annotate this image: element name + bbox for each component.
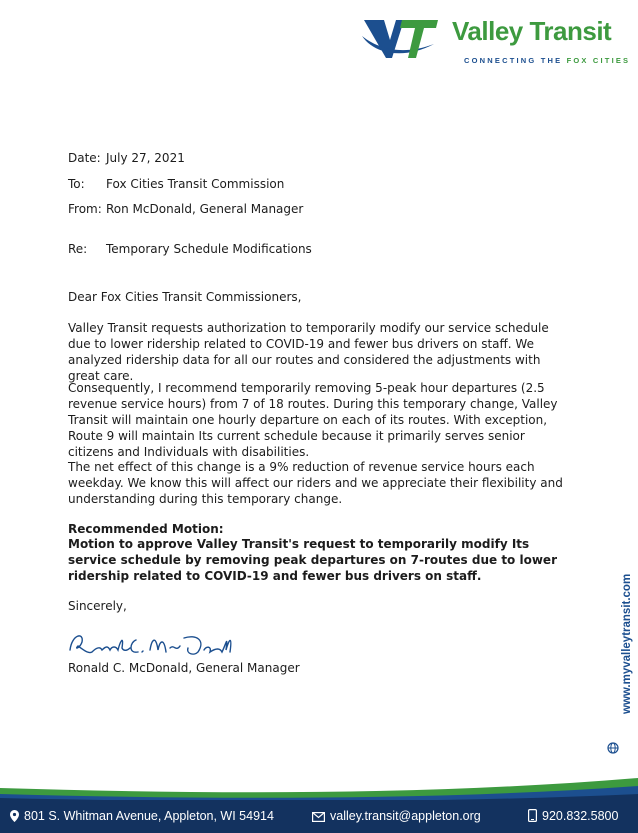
- signatory: Ronald C. McDonald, General Manager: [68, 661, 300, 675]
- footer-email-text[interactable]: valley.transit@appleton.org: [330, 809, 481, 823]
- memo-to-row: [68, 176, 284, 192]
- memo-from-row: [68, 201, 303, 217]
- footer-address: [10, 809, 274, 823]
- memo-to-value: Fox Cities Transit Commission: [106, 177, 285, 191]
- map-pin-icon: [10, 810, 19, 822]
- memo-date-row: [68, 150, 185, 166]
- memo-from-label: From:: [68, 202, 102, 216]
- memo-re-row: [68, 241, 312, 257]
- footer-email[interactable]: [312, 809, 481, 823]
- memo-from-value: Ron McDonald, General Manager: [106, 202, 304, 216]
- footer-phone-text: 920.832.5800: [542, 809, 619, 823]
- footer-phone: [528, 809, 618, 823]
- tagline-highlight: FOX CITIES: [566, 56, 631, 65]
- brand-name: Valley Transit: [452, 16, 612, 46]
- brand-tagline: [464, 56, 630, 65]
- motion-text: Motion to approve Valley Transit's request to temporarily modify Its service schedule by removing peak departures on 7-routes due to lower ridership related to COVID-19 and fewer bus drivers on staff.: [68, 537, 557, 583]
- memo-date-value: July 27, 2021: [106, 151, 185, 165]
- paragraph-3: The net effect of this change is a 9% reduction of revenue service hours each weekday. We know this will affect our riders and we appreciate their flexibility and understanding during this temporary change.: [68, 460, 563, 506]
- paragraph-1: Valley Transit requests authorization to temporarily modify our service schedule due to lower ridership related to COVID-19 and fewer bus drivers on staff. We analyzed ridership data for all our routes and considered the adjustments with great care.: [68, 321, 549, 383]
- memo-re-value: Temporary Schedule Modifications: [106, 242, 312, 256]
- closing: Sincerely,: [68, 599, 127, 613]
- footer-address-text: 801 S. Whitman Avenue, Appleton, WI 54914: [24, 809, 274, 823]
- valley-transit-logo-mark-icon: [360, 14, 440, 62]
- memo-to-label: To:: [68, 177, 85, 191]
- memo-re-label: Re:: [68, 242, 88, 256]
- motion-heading: Recommended Motion:: [68, 522, 224, 536]
- tagline-prefix: CONNECTING THE: [464, 56, 567, 65]
- handwritten-signature: [66, 624, 236, 664]
- salutation: Dear Fox Cities Transit Commissioners,: [68, 290, 302, 304]
- envelope-icon: [312, 812, 325, 822]
- phone-icon: [528, 809, 537, 822]
- memo-date-label: Date:: [68, 151, 101, 165]
- header-logo: [360, 14, 630, 70]
- side-website-url[interactable]: www.myvalleytransit.com: [621, 573, 633, 714]
- paragraph-2: Consequently, I recommend temporarily removing 5-peak hour departures (2.5 revenue service hours) from 7 of 18 routes. During this temporary change, Valley Transit will maintain one hourly departure on each of its routes. With exception, Route 9 will maintain Its current schedule because it primarily serves senior citizens and Individuals with disabilities.: [68, 381, 558, 459]
- footer-contact-bar: [0, 800, 638, 833]
- globe-icon: [607, 742, 619, 754]
